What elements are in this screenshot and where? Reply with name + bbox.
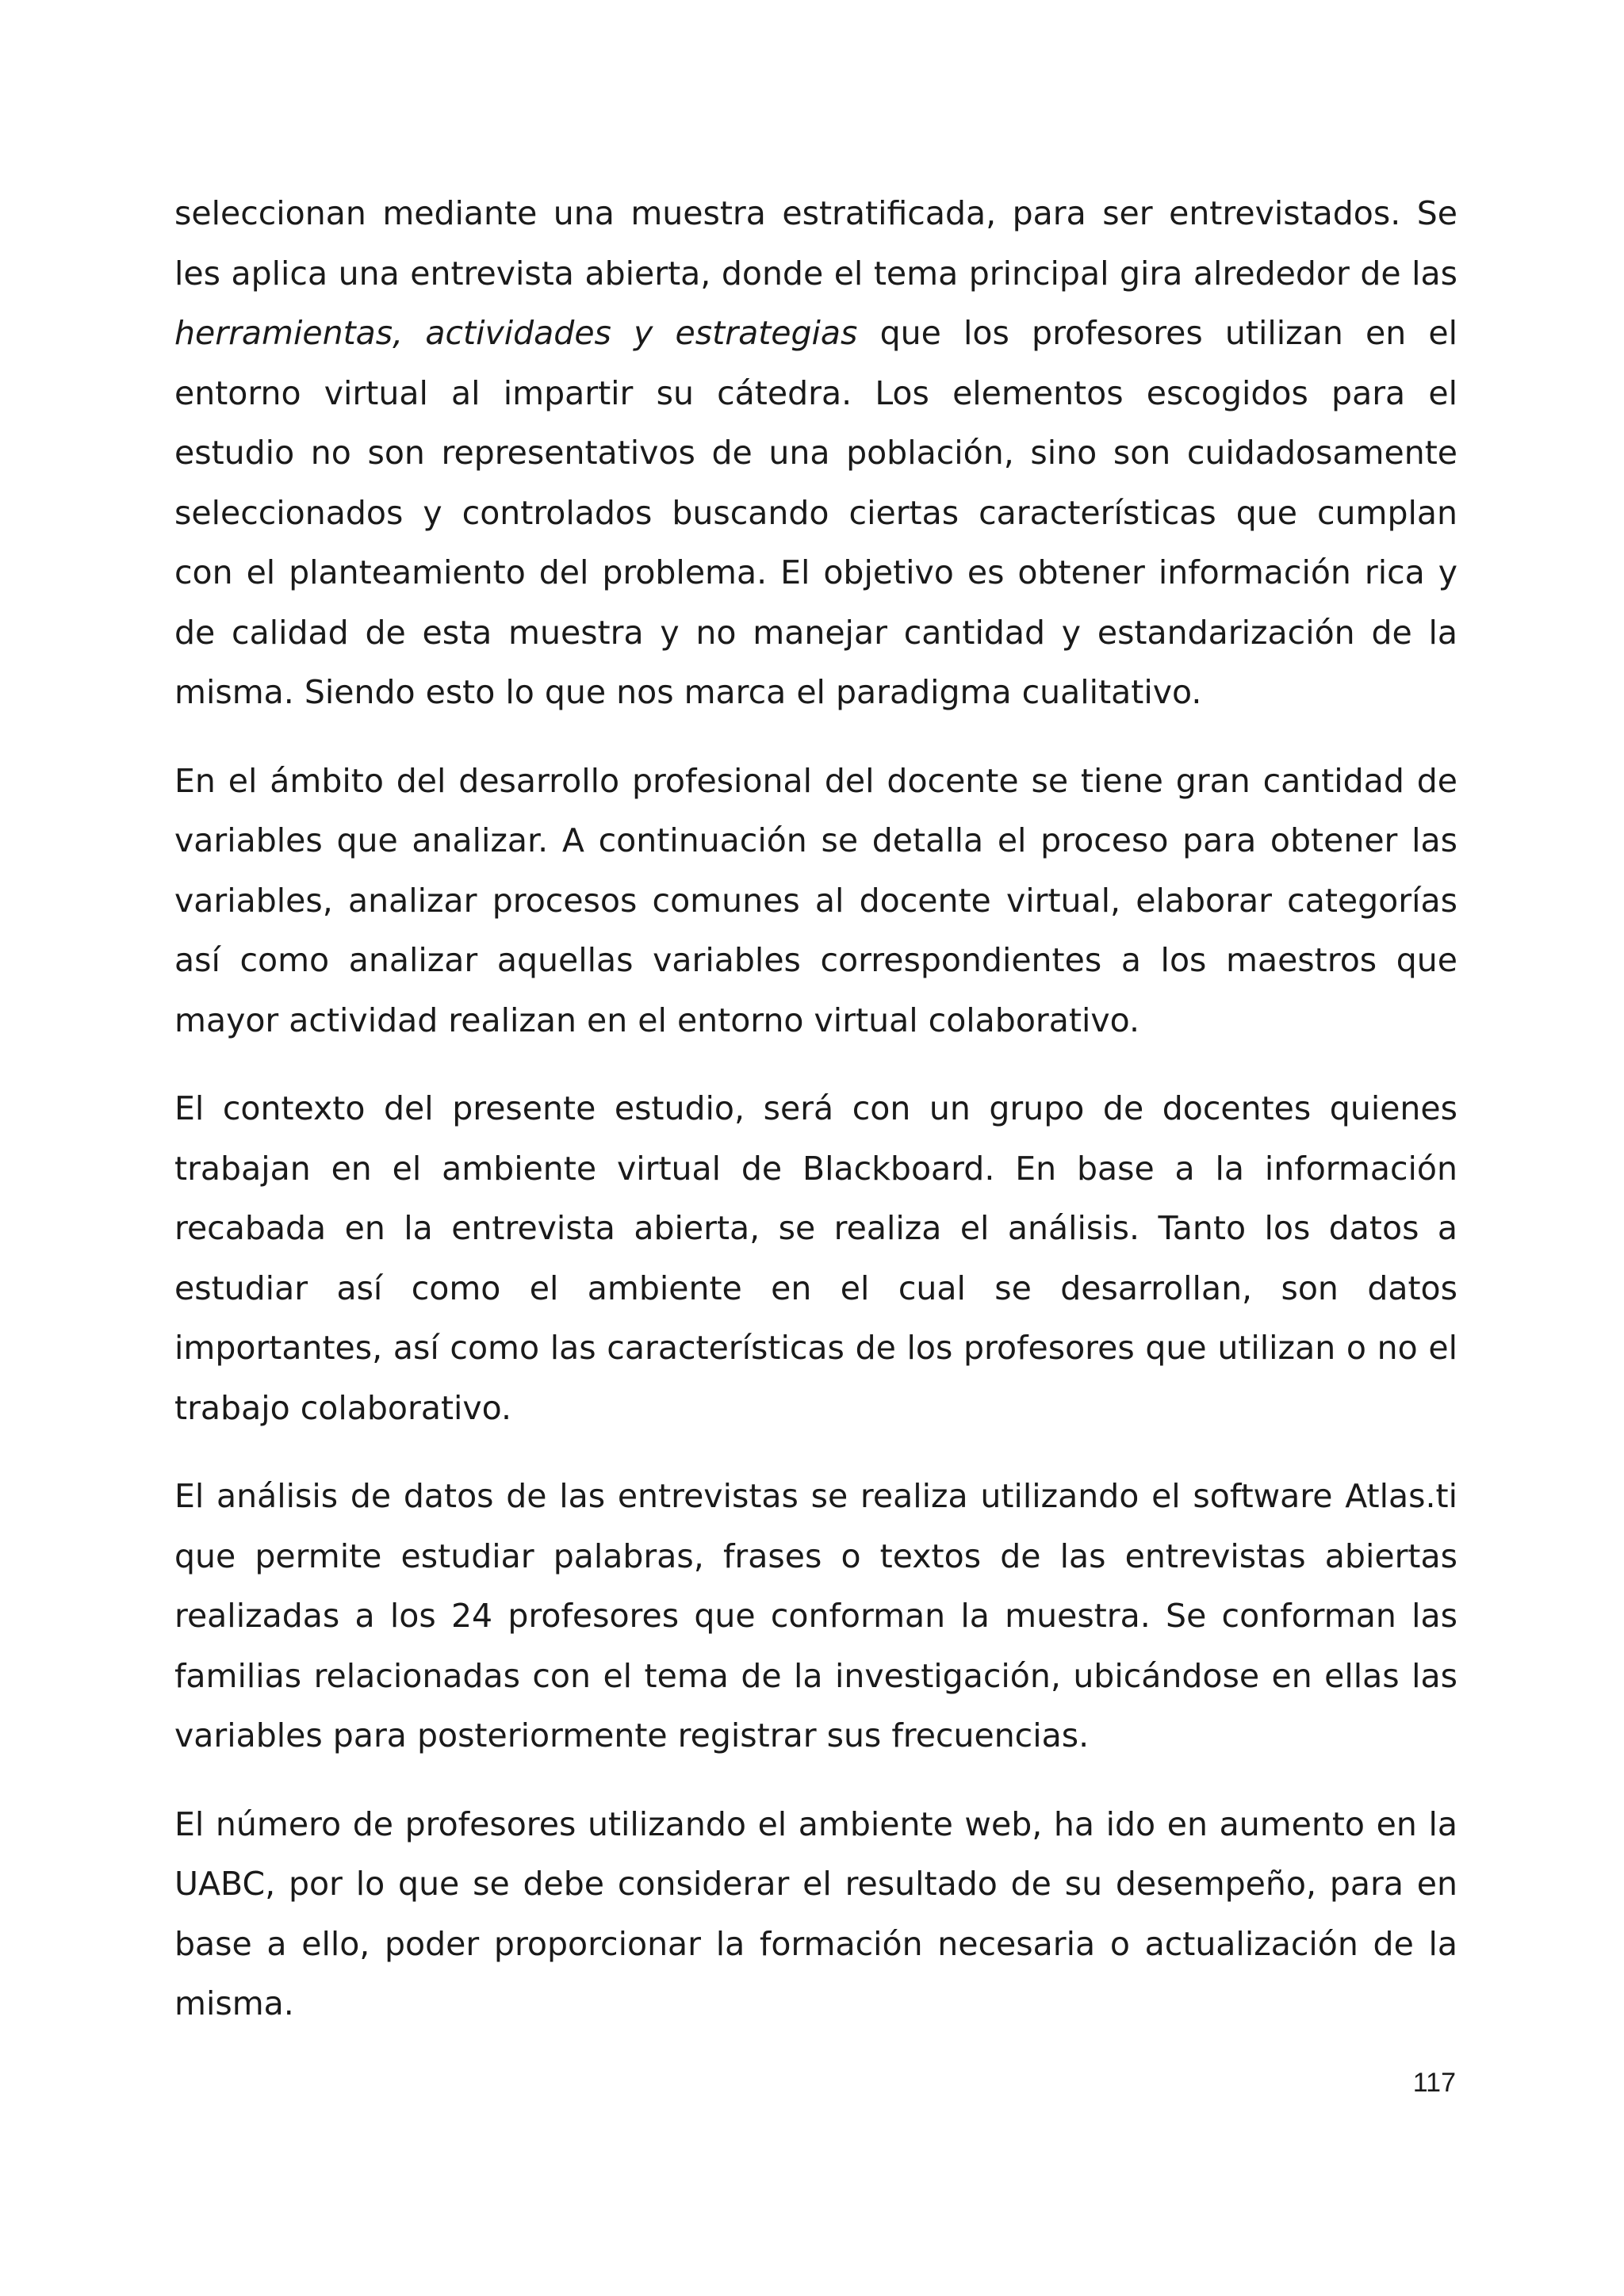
paragraph-1-start: seleccionan mediante una muestra estratificada, para ser entrevistados. Se les aplica una entrevista abierta, donde el tema principal gira alrededor de las [174, 194, 1457, 293]
paragraph-2: En el ámbito del desarrollo profesional del docente se tiene gran cantidad de variables que analizar. A continuación se detalla el proceso para obtener las variables, analizar procesos comunes al docente virtual, elaborar categorías así como analizar aquellas variables correspondientes a los maestros que mayor actividad realizan en el entorno virtual colaborativo. [174, 761, 1457, 1039]
paragraph-3: El contexto del presente estudio, será con un grupo de docentes quienes trabajan en el ambiente virtual de Blackboard. En base a la información recabada en la entrevista abierta, se realiza el análisis. Tanto los datos a estudiar así como el ambiente en el cual se desarrollan, son datos importantes, así como las características de los profesores que utilizan o no el trabajo colaborativo. [174, 1089, 1457, 1427]
body-text [174, 184, 1457, 2034]
paragraph-4: El análisis de datos de las entrevistas se realiza utilizando el software Atlas.ti que permite estudiar palabras, frases o textos de las entrevistas abiertas realizadas a los 24 profesores que conforman la muestra. Se conforman las familias relacionadas con el tema de la investigación, ubicándose en ellas las variables para posteriormente registrar sus frecuencias. [174, 1477, 1457, 1755]
paragraph-1 [174, 184, 1457, 723]
emphasized-phrase: herramientas, actividades y estrategias [174, 314, 858, 352]
paragraph-5: El número de profesores utilizando el ambiente web, ha ido en aumento en la UABC, por lo que se debe considerar el resultado de su desempeño, para en base a ello, poder proporcionar la formación necesaria o actualización de la misma. [174, 1804, 1457, 2022]
page-number: 117 [1412, 2068, 1456, 2098]
paragraph-1-end: que los profesores utilizan en el entorno virtual al impartir su cátedra. Los elementos escogidos para el estudio no son representativos de una población, sino son cuidadosamente seleccionados y controlados buscando ciertas características que cumplan con el planteamiento del problema. El objetivo es obtener información rica y de calidad de esta muestra y no manejar cantidad y estandarización de la misma. Siendo esto lo que nos marca el paradigma cualitativo. [174, 314, 1458, 711]
